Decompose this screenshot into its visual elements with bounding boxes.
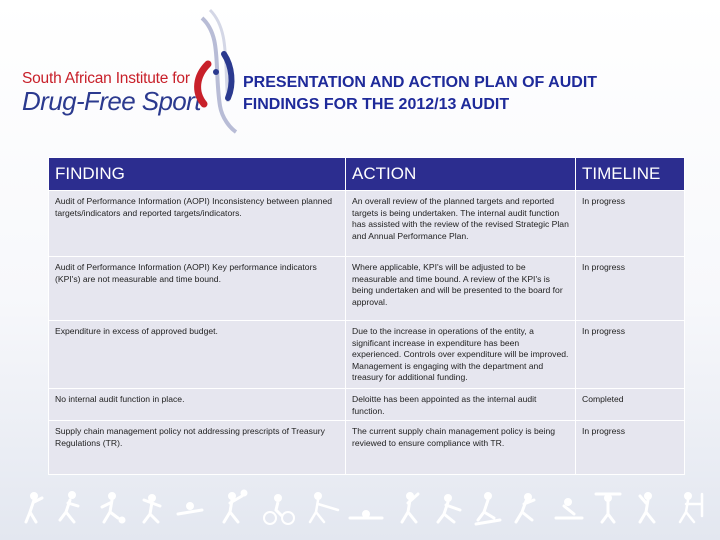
timeline-cell: In progress	[576, 321, 685, 389]
skier-icon	[476, 493, 500, 525]
cyclist-icon	[264, 495, 294, 525]
rower-icon	[556, 499, 582, 519]
title-line1: PRESENTATION AND ACTION PLAN OF AUDIT	[243, 74, 598, 91]
timeline-cell: In progress	[576, 421, 685, 475]
action-cell: Due to the increase in operations of the entity, a significant increase in expenditure has been experienced. Controls over expenditure will be improved. Management is engaging with the department and treasury for additional funding.	[346, 321, 576, 389]
finding-cell: Supply chain management policy not addressing prescripts of Treasury Regulations (TR).	[49, 421, 346, 475]
page-title	[243, 72, 693, 116]
header-action: ACTION	[346, 158, 576, 191]
weightlifter-icon	[596, 494, 620, 522]
table-row	[49, 421, 685, 475]
wrestler-icon	[438, 495, 460, 523]
gymnast-icon	[144, 495, 160, 523]
header-finding: FINDING	[49, 158, 346, 191]
table-row	[49, 257, 685, 321]
audit-findings-table	[48, 157, 685, 475]
timeline-cell: In progress	[576, 191, 685, 257]
action-cell: Where applicable, KPI's will be adjusted to be measurable and time bound. A review of the KPI's is being undertaken and will be presented to the board for approval.	[346, 257, 576, 321]
logo-swoosh-icon	[172, 6, 262, 136]
action-cell: The current supply chain management policy is being reviewed to ensure compliance with TR.	[346, 421, 576, 475]
finding-cell: No internal audit function in place.	[49, 389, 346, 421]
volleyball-player-icon	[402, 493, 418, 523]
fencer-icon	[310, 493, 338, 523]
tennis-player-icon	[26, 493, 42, 523]
sprinter-icon	[516, 494, 534, 523]
swimmer-icon	[178, 503, 202, 515]
diver-icon	[350, 511, 382, 519]
table-row	[49, 191, 685, 257]
action-cell: An overall review of the planned targets and reported targets is being undertaken. The internal audit function has assisted with the review of the revised Strategic Plan and Annual Performance Plan.	[346, 191, 576, 257]
table-header-row	[49, 158, 685, 191]
action-cell: Deloitte has been appointed as the internal audit function.	[346, 389, 576, 421]
timeline-cell: Completed	[576, 389, 685, 421]
title-line2: FINDINGS FOR THE 2012/13 AUDIT	[243, 96, 510, 113]
table-row	[49, 389, 685, 421]
logo-line2: Drug-Free Sport	[22, 86, 201, 116]
finding-cell: Audit of Performance Information (AOPI) Inconsistency between planned targets/indicators and reported targets/indicators.	[49, 191, 346, 257]
archer-icon	[680, 493, 702, 523]
sports-pictograms-strip	[20, 488, 710, 528]
logo-line1: South African Institute for	[22, 70, 190, 87]
header-timeline: TIMELINE	[576, 158, 685, 191]
basketball-player-icon	[224, 490, 247, 522]
runner-icon	[60, 492, 78, 523]
timeline-cell: In progress	[576, 257, 685, 321]
football-player-icon	[102, 493, 125, 524]
finding-cell: Expenditure in excess of approved budget.	[49, 321, 346, 389]
finding-cell: Audit of Performance Information (AOPI) Key performance indicators (KPI's) are not measurable and time bound.	[49, 257, 346, 321]
jumper-icon	[640, 493, 654, 523]
table-row	[49, 321, 685, 389]
